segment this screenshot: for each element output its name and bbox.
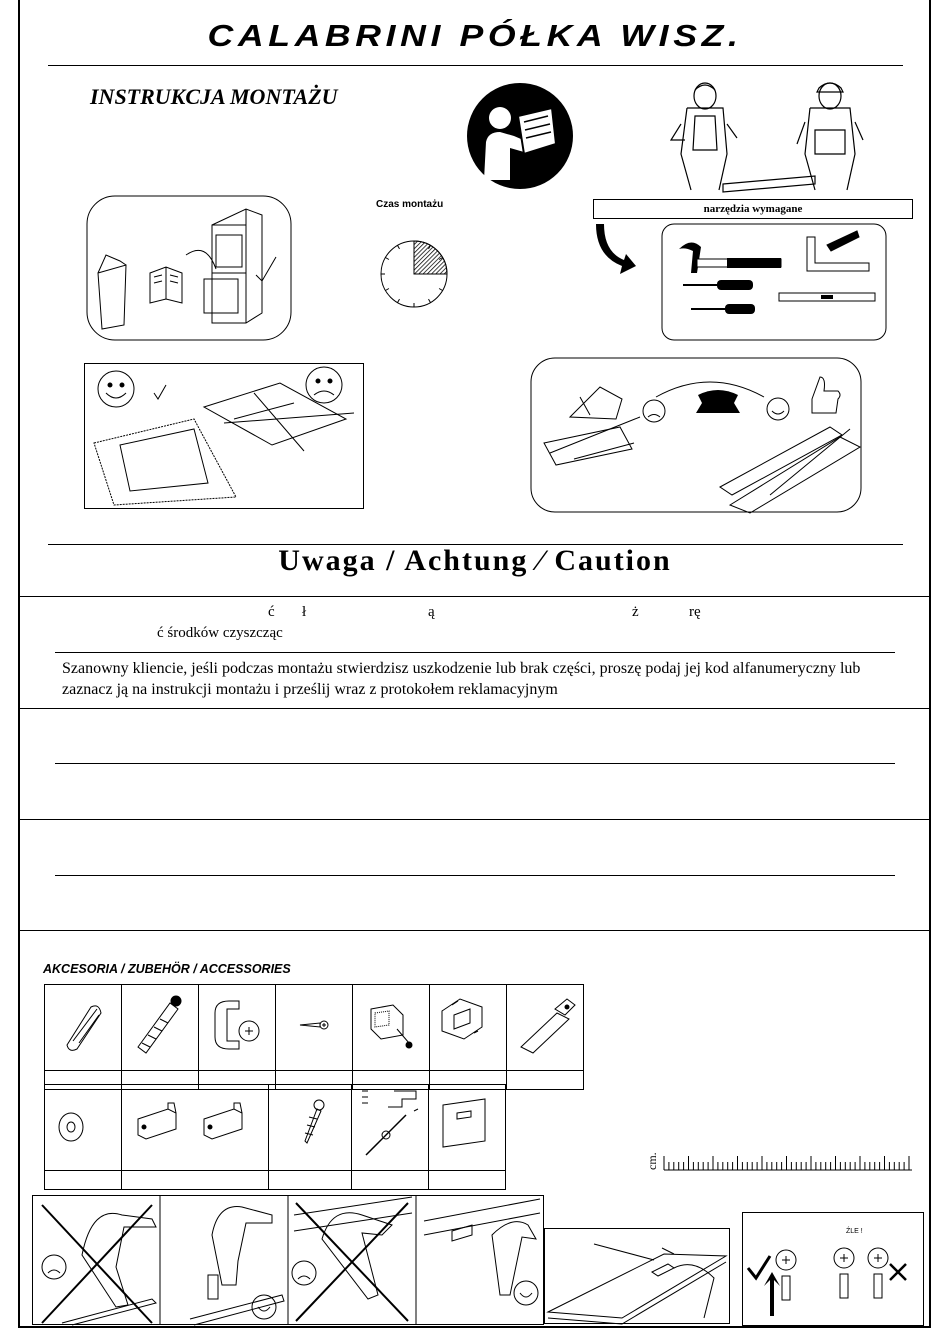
wall-anchor-icon (122, 985, 198, 1065)
caution-heading: Uwaga / Achtung ⁄ Caution (278, 544, 672, 577)
accessories-table-row2 (44, 1084, 506, 1190)
hammer-usage-strip (32, 1195, 544, 1325)
accessory-qty-cell (352, 1171, 429, 1190)
ruler-scale (664, 1150, 914, 1172)
support-panel (530, 357, 862, 513)
text-fragment: rę (689, 604, 701, 620)
blank-line (55, 875, 895, 876)
accessory-qty-cell (45, 1171, 122, 1190)
instructions-heading: INSTRUKCJA MONTAŻU (90, 84, 338, 109)
manual-storage-panel (86, 195, 292, 341)
text-fragment: ć (268, 604, 275, 620)
text-fragment: ł (302, 604, 307, 620)
section-divider (18, 708, 931, 709)
shelf-support-icon (122, 1085, 268, 1165)
hanging-bracket-icon (507, 985, 583, 1065)
floor-mat-panel (84, 363, 364, 509)
section-divider (18, 819, 931, 820)
blank-line (55, 763, 895, 764)
accessories-table-row1 (44, 984, 584, 1090)
curved-arrow-icon (592, 222, 640, 286)
wrong-label: ŹLE ! (846, 1228, 863, 1235)
cover-cap-icon (45, 1085, 121, 1165)
assembly-time-label: Czas montażu (376, 199, 444, 210)
accessory-qty-cell (122, 1171, 269, 1190)
shelf-edge-detail (544, 1228, 730, 1324)
accessory-qty-cell (269, 1171, 352, 1190)
damage-notice: Szanowny kliencie, jeśli podczas montażu stwierdzisz uszkodzenie lub brak części, proszę podaj jej kod alfanumeryczny lub zaznacz ją na instrukcji montażu i prześlij wraz z protokołem reklamacyjnym (62, 660, 861, 698)
spirit-level-icon (779, 293, 875, 301)
connector-fitting-icon (353, 985, 429, 1065)
long-screw-icon (269, 1085, 351, 1165)
reading-manual-icon (470, 80, 570, 192)
correct-wrong-panel (742, 1212, 924, 1326)
text-fragment: ż (632, 604, 639, 620)
hinge-plate-icon (430, 985, 506, 1065)
ruler-unit-label: cm. (645, 1152, 659, 1170)
title-divider (48, 65, 903, 66)
section-divider (18, 930, 931, 931)
text-fragment: ć środków czyszcząc (157, 625, 283, 641)
telephone-icon (696, 390, 740, 413)
accessories-heading: AKCESORIA / ZUBEHÖR / ACCESSORIES (43, 962, 291, 976)
wooden-dowel-icon (45, 985, 121, 1065)
workers-illustration (665, 78, 875, 198)
document-title: CALABRINI PÓŁKA WISZ. (207, 18, 743, 53)
section-divider (18, 596, 931, 597)
tools-panel (661, 223, 887, 341)
mounting-plate-icon (429, 1085, 505, 1165)
wall-hanger-kit-icon (352, 1085, 428, 1165)
tools-required-label: narzędzia wymagane (593, 199, 913, 219)
text-fragment: ą (428, 604, 435, 620)
notice-divider (55, 652, 895, 653)
screw-icon (276, 985, 352, 1065)
accessory-qty-cell (507, 1071, 584, 1090)
cam-lock-icon (199, 985, 275, 1065)
accessory-qty-cell (429, 1171, 506, 1190)
clock-icon (380, 240, 448, 308)
